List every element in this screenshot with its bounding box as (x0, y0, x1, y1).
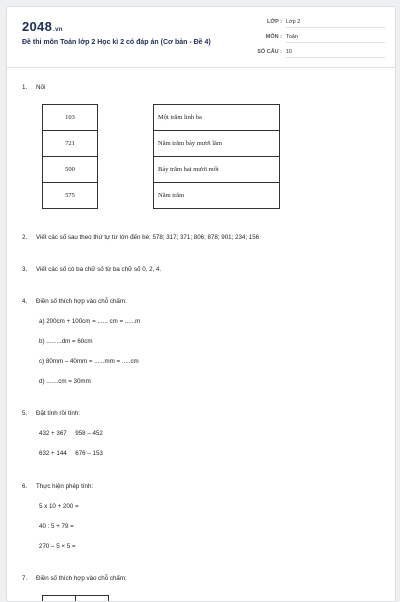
q6-line-2: 40 : 5 + 79 = (39, 523, 74, 530)
meta-count-label: SỐ CÂU : (257, 49, 282, 55)
q6-line-1: 5 x 10 + 200 = (39, 503, 79, 510)
match-number-1: 103 (42, 104, 98, 131)
question-7 (22, 575, 127, 582)
page-title: Đề thi môn Toán lớp 2 Học kì 2 có đáp án (Cơ bản - Đề 4) (22, 39, 211, 46)
match-word-1: Một trăm linh ba (153, 104, 280, 131)
q4-line-d: d) .......cm = 30mm (39, 378, 91, 385)
q7-table (42, 595, 109, 602)
meta-count-value: 10 (286, 49, 385, 58)
question-number: 4. (22, 298, 28, 305)
logo-main: 2048 (22, 19, 53, 34)
question-text: Nối (36, 84, 46, 91)
question-text: Đặt tính rồi tính: (36, 410, 81, 417)
meta-subject-value: Toán (286, 34, 385, 43)
match-number-3: 500 (42, 156, 98, 183)
match-number-4: 575 (42, 182, 98, 209)
meta-class-label: LỚP : (267, 19, 282, 25)
q5-line-2: 632 + 144 676 – 153 (39, 450, 103, 457)
q4-line-a: a) 200cm + 100cm = ...... cm = ......m (39, 318, 141, 325)
question-number: 6. (22, 483, 28, 490)
q4-line-c: c) 80mm – 40mm = ......mm = .....cm (39, 358, 139, 365)
question-4 (22, 298, 127, 305)
q4-line-b: b) .........dm = 60cm (39, 338, 93, 345)
question-text: Viết các số có ba chữ số từ ba chữ số 0, 2, 4. (36, 266, 162, 273)
question-text: Điền số thích hợp vào chỗ chấm: (36, 298, 127, 305)
match-word-4: Năm trăm (153, 182, 280, 209)
question-5 (22, 410, 80, 417)
match-word-3: Bảy trăm hai mươi mốt (153, 156, 280, 183)
logo[interactable] (22, 19, 63, 34)
match-word-2: Năm trăm bảy mươi lăm (153, 130, 280, 157)
question-2 (22, 234, 259, 241)
question-text: Viết các số sau theo thứ tự từ lớn đến bé: 578; 317; 371; 806; 878; 901; 234; 156 (36, 234, 260, 241)
q6-line-3: 270 – 5 × 5 = (39, 543, 76, 550)
question-text: Thực hiện phép tính: (36, 483, 94, 490)
question-number: 1. (22, 84, 28, 91)
header (7, 7, 395, 68)
question-number: 2. (22, 234, 28, 241)
question-number: 7. (22, 575, 28, 582)
question-text: Điền số thích hợp vào chỗ chấm: (36, 575, 127, 582)
question-number: 5. (22, 410, 28, 417)
match-number-2: 721 (42, 130, 98, 157)
worksheet (6, 6, 396, 602)
question-6 (22, 483, 93, 490)
meta-class-value: Lớp 2 (286, 19, 385, 28)
meta-subject-label: MÔN : (265, 34, 282, 40)
q5-line-1: 432 + 367 958 – 452 (39, 430, 103, 437)
question-3 (22, 266, 161, 273)
question-number: 3. (22, 266, 28, 273)
question-1 (22, 84, 45, 91)
q7-table-divider (75, 596, 76, 602)
logo-sub: .vn (53, 27, 63, 33)
